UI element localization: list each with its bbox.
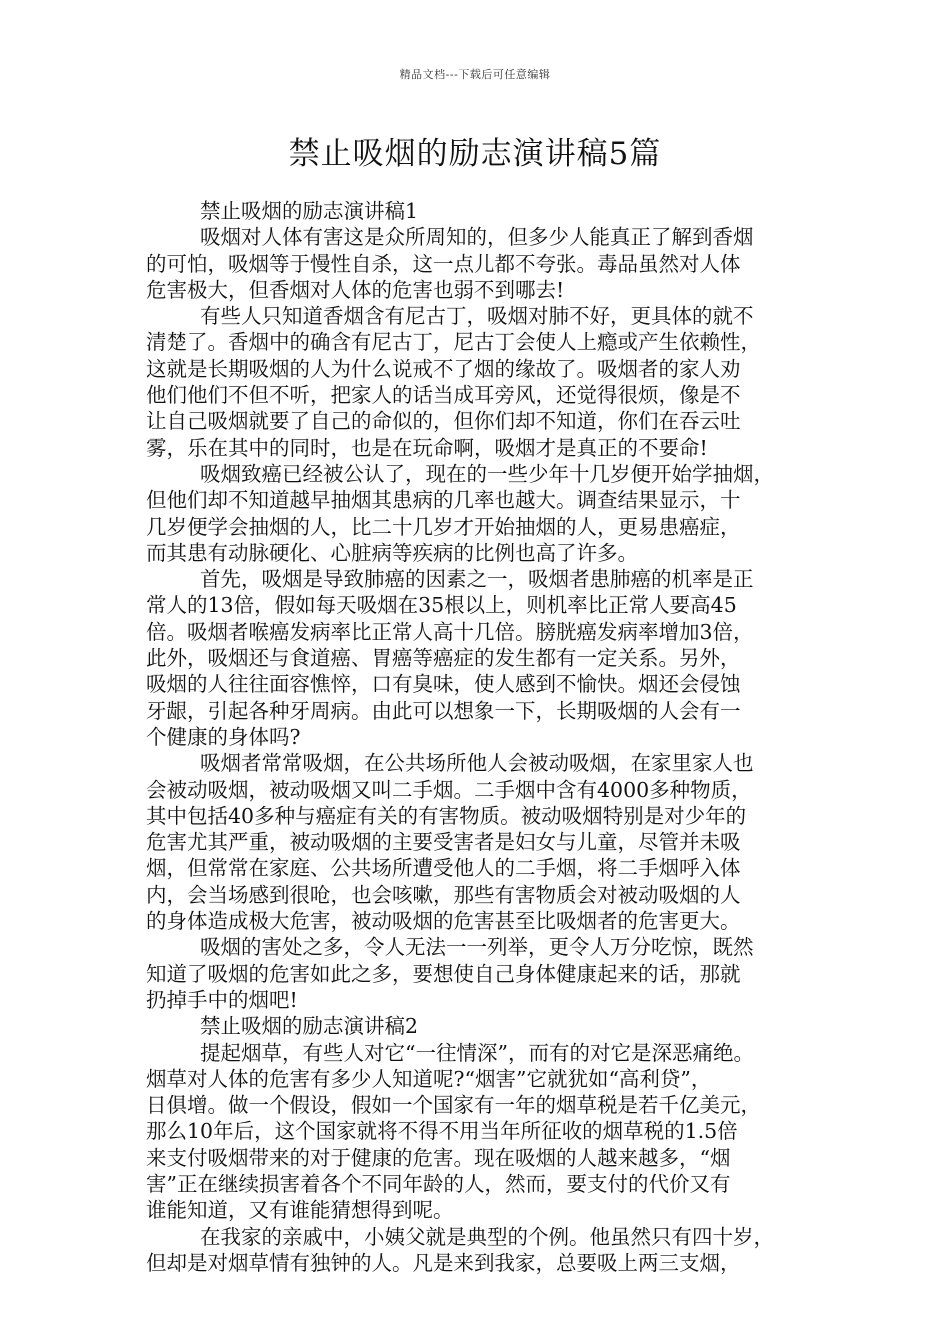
- text-line: 扔掉手中的烟吧!: [146, 987, 298, 1012]
- text-line: 个健康的身体吗?: [146, 724, 301, 749]
- page-header: 精品文档---下载后可任意编辑: [399, 68, 551, 81]
- text-line: 而其患有动脉硬化、心脏病等疾病的比例也高了许多。: [146, 540, 638, 565]
- text-line: 首先，吸烟是导致肺癌的因素之一，吸烟者患肺癌的机率是正: [200, 567, 754, 592]
- document-body: [146, 198, 810, 1276]
- text-line: 烟，但常常在家庭、公共场所遭受他人的二手烟，将二手烟呼入体: [146, 856, 741, 881]
- text-line: 吸烟的害处之多，令人无法一一列举，更令人万分吃惊，既然: [200, 935, 754, 960]
- text-line: 有些人只知道香烟含有尼古丁，吸烟对肺不好，更具体的就不: [200, 304, 754, 329]
- text-line: 但却是对烟草情有独钟的人。凡是来到我家，总要吸上两三支烟，: [146, 1250, 741, 1275]
- text-line: 但他们却不知道越早抽烟其患病的几率也越大。调查结果显示，十: [146, 488, 741, 513]
- text-line: 提起烟草，有些人对它“一往情深”，而有的对它是深恶痛绝。: [200, 1040, 754, 1065]
- text-line: 知道了吸烟的危害如此之多，要想使自己身体健康起来的话，那就: [146, 961, 741, 986]
- text-line: 禁止吸烟的励志演讲稿1: [200, 199, 419, 223]
- text-line: 来支付吸烟带来的对于健康的危害。现在吸烟的人越来越多，“烟: [146, 1145, 731, 1170]
- text-line: 清楚了。香烟中的确含有尼古丁，尼古丁会使人上瘾或产生依赖性，: [146, 330, 761, 355]
- text-line: 几岁便学会抽烟的人，比二十几岁才开始抽烟的人，更易患癌症，: [146, 514, 741, 539]
- text-line: 那么10年后，这个国家就将不得不用当年所征收的烟草税的1.5倍: [146, 1119, 738, 1144]
- text-line: 危害尤其严重，被动吸烟的主要受害者是妇女与儿童，尽管并未吸: [146, 830, 741, 855]
- text-line: 吸烟的人往往面容憔悴，口有臭味，使人感到不愉快。烟还会侵蚀: [146, 672, 741, 697]
- text-line: 吸烟者常常吸烟，在公共场所他人会被动吸烟，在家里家人也: [200, 751, 754, 776]
- text-line: 日俱增。做一个假设，假如一个国家有一年的烟草税是若千亿美元，: [146, 1093, 761, 1118]
- text-line: 谁能知道，又有谁能猜想得到呢。: [146, 1198, 454, 1223]
- text-line: 烟草对人体的危害有多少人知道呢?“烟害”它就犹如“高利贷”，: [146, 1066, 712, 1091]
- text-line: 让自己吸烟就要了自己的命似的，但你们却不知道，你们在吞云吐: [146, 409, 741, 434]
- text-line: 雾，乐在其中的同时，也是在玩命啊，吸烟才是真正的不要命!: [146, 435, 708, 460]
- text-line: 害”正在继续损害着各个不同年龄的人，然而，要支付的代价又有: [146, 1171, 731, 1196]
- text-line: 倍。吸烟者喉癌发病率比正常人高十几倍。膀胱癌发病率增加3倍，: [146, 619, 754, 644]
- text-line: 这就是长期吸烟的人为什么说戒不了烟的缘故了。吸烟者的家人劝: [146, 356, 741, 381]
- text-line: 吸烟致癌已经被公认了，现在的一些少年十几岁便开始学抽烟，: [200, 461, 774, 486]
- document-title: 禁止吸烟的励志演讲稿5篇: [288, 136, 662, 172]
- text-line: 禁止吸烟的励志演讲稿2: [200, 1014, 419, 1039]
- text-line: 的可怕，吸烟等于慢性自杀，这一点儿都不夸张。毒品虽然对人体: [146, 251, 741, 276]
- text-line: 他们他们不但不听，把家人的话当成耳旁风，还觉得很烦，像是不: [146, 383, 741, 408]
- text-line: 的身体造成极大危害，被动吸烟的危害甚至比吸烟者的危害更大。: [146, 909, 741, 934]
- text-line: 会被动吸烟，被动吸烟又叫二手烟。二手烟中含有4000多种物质，: [146, 777, 752, 802]
- text-line: 其中包括40多种与癌症有关的有害物质。被动吸烟特别是对少年的: [146, 803, 747, 828]
- text-line: 此外，吸烟还与食道癌、胃癌等癌症的发生都有一定关系。另外，: [146, 646, 741, 671]
- text-line: 内，会当场感到很呛，也会咳嗽，那些有害物质会对被动吸烟的人: [146, 882, 741, 907]
- text-line: 吸烟对人体有害这是众所周知的，但多少人能真正了解到香烟: [200, 225, 754, 250]
- text-line: 牙龈，引起各种牙周病。由此可以想象一下，长期吸烟的人会有一: [146, 698, 741, 723]
- text-line: 危害极大，但香烟对人体的危害也弱不到哪去!: [146, 277, 565, 302]
- text-line: 常人的13倍，假如每天吸烟在35根以上，则机率比正常人要高45: [146, 593, 737, 618]
- text-line: 在我家的亲戚中，小姨父就是典型的个例。他虽然只有四十岁，: [200, 1224, 774, 1249]
